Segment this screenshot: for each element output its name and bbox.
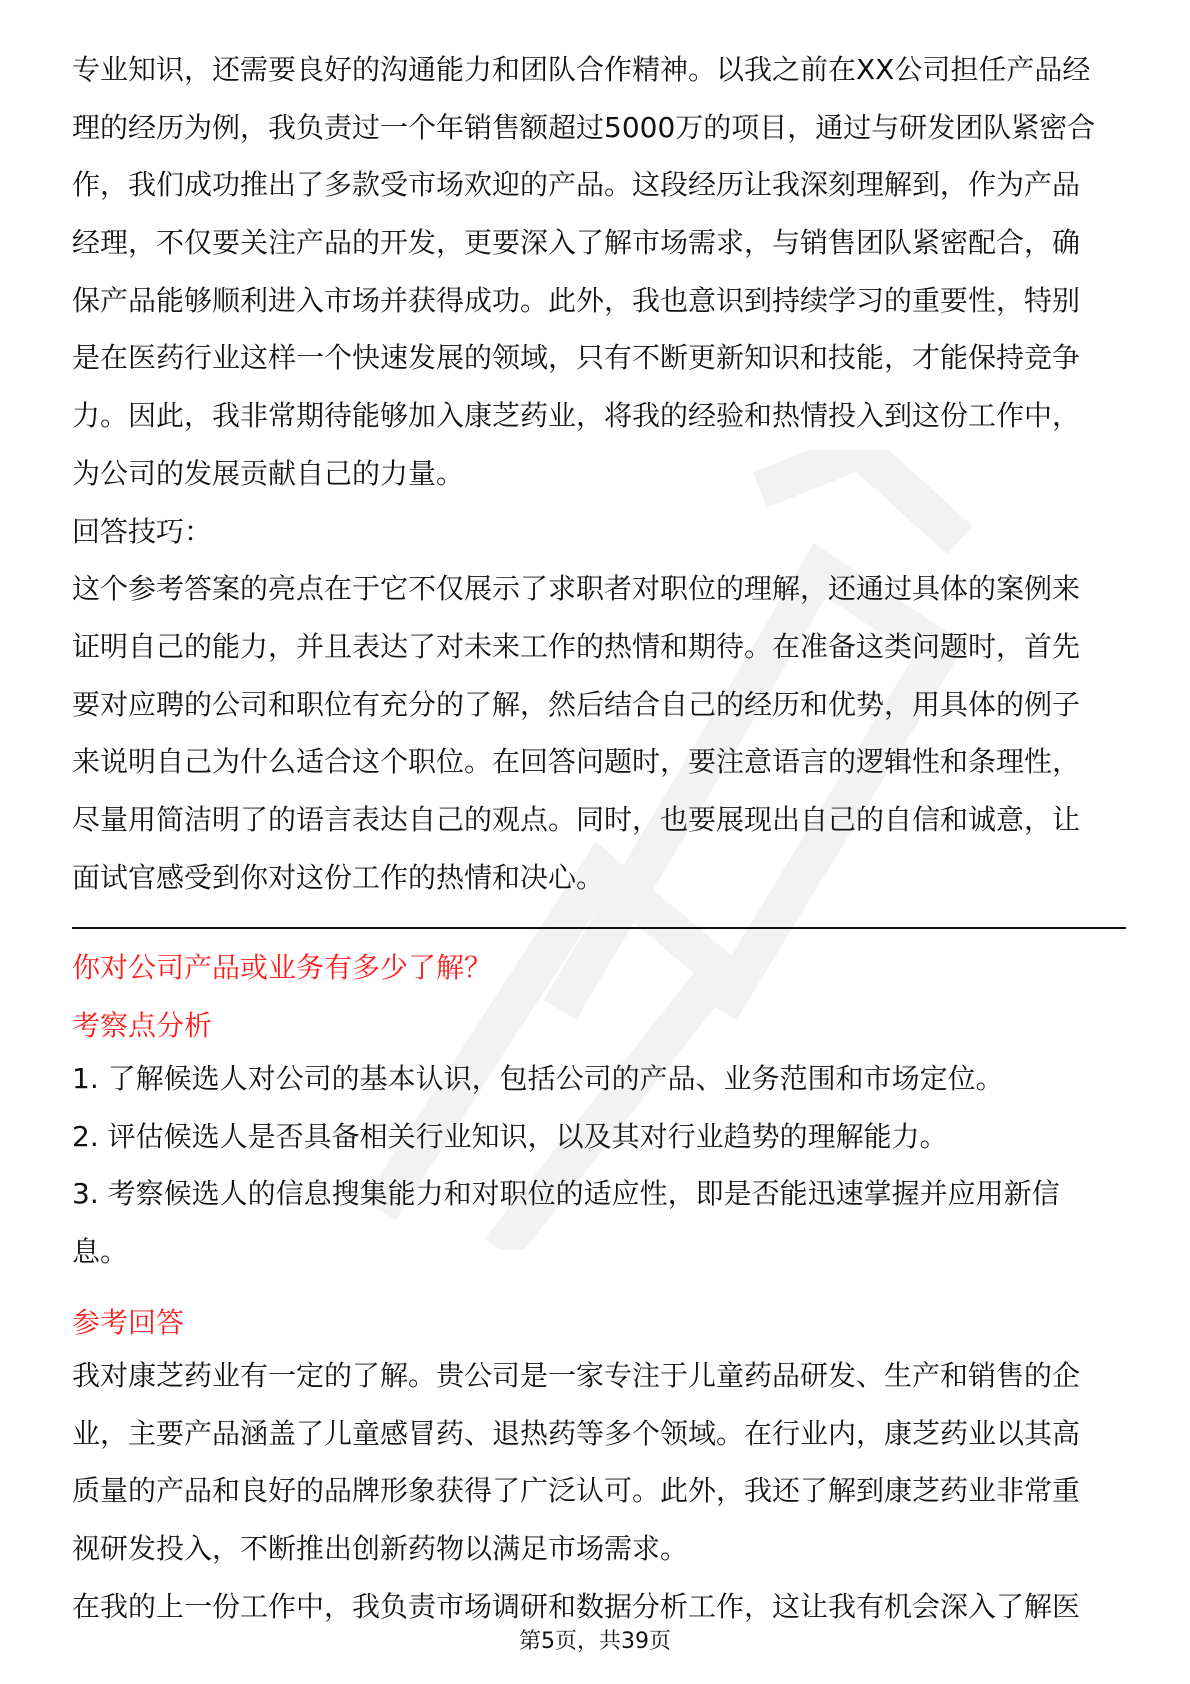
list-item: 3. 考察候选人的信息搜集能力和对职位的适应性，即是否能迅速掌握并应用新信 — [72, 1177, 1060, 1211]
text-line: 视研发投入，不断推出创新药物以满足市场需求。 — [72, 1532, 689, 1566]
text-line: 要对应聘的公司和职位有充分的了解，然后结合自己的经历和优势，用具体的例子 — [72, 687, 1081, 721]
text-line: 我对康芝药业有一定的了解。贵公司是一家专注于儿童药品研发、生产和销售的企 — [72, 1359, 1081, 1392]
text-line: 是在医药行业这样一个快速发展的领域，只有不断更新知识和技能，才能保持竞争 — [72, 341, 1081, 375]
text-line: 质量的产品和良好的品牌形象获得了广泛认可。此外，我还了解到康芝药业非常重 — [72, 1474, 1081, 1508]
analysis-heading: 考察点分析 — [72, 1008, 213, 1042]
text-line: 来说明自己为什么适合这个职位。在回答问题时，要注意语言的逻辑性和条理性， — [72, 745, 1081, 779]
text-line: 尽量用简洁明了的语言表达自己的观点。同时，也要展现出自己的自信和诚意，让 — [72, 802, 1081, 836]
text-line: 这个参考答案的亮点在于它不仅展示了求职者对职位的理解，还通过具体的案例来 — [72, 572, 1081, 606]
text-line: 保产品能够顺利进入市场并获得成功。此外，我也意识到持续学习的重要性，特别 — [72, 283, 1081, 317]
text-line: 证明自己的能力，并且表达了对未来工作的热情和期待。在准备这类问题时，首先 — [72, 629, 1081, 663]
text-line: 作，我们成功推出了多款受市场欢迎的产品。这段经历让我深刻理解到，作为产品 — [72, 168, 1081, 202]
question-title: 你对公司产品或业务有多少了解？ — [72, 951, 493, 984]
text-line: 为公司的发展贡献自己的力量。 — [72, 456, 465, 490]
text-line: 业，主要产品涵盖了儿童感冒药、退热药等多个领域。在行业内，康芝药业以其高 — [72, 1416, 1081, 1450]
reference-answer — [72, 1347, 1132, 1635]
analysis-list — [72, 1050, 1132, 1281]
text-line: 理的经历为例，我负责过一个年销售额超过5000万的项目，通过与研发团队紧密合 — [72, 110, 1096, 144]
page-number: 第5页，共39页 — [519, 1629, 671, 1654]
list-item: 2. 评估候选人是否具备相关行业知识，以及其对行业趋势的理解能力。 — [72, 1119, 948, 1153]
previous-answer — [72, 41, 1132, 906]
question-heading — [72, 939, 1132, 1054]
reference-heading: 参考回答 — [72, 1306, 185, 1339]
reference-heading-block — [72, 1294, 1132, 1352]
list-item: 息。 — [72, 1235, 129, 1269]
text-line: 力。因此，我非常期待能够加入康芝药业，将我的经验和热情投入到这份工作中， — [72, 399, 1081, 433]
list-item: 1. 了解候选人对公司的基本认识，包括公司的产品、业务范围和市场定位。 — [72, 1062, 1004, 1095]
text-line: 经理，不仅要关注产品的开发，更要深入了解市场需求，与销售团队紧密配合，确 — [72, 226, 1081, 260]
text-line: 专业知识，还需要良好的沟通能力和团队合作精神。以我之前在XX公司担任产品经 — [72, 53, 1091, 86]
section-divider — [72, 927, 1126, 929]
tips-label: 回答技巧： — [72, 514, 213, 548]
text-line: 面试官感受到你对这份工作的热情和决心。 — [72, 860, 605, 894]
text-line: 在我的上一份工作中，我负责市场调研和数据分析工作，这让我有机会深入了解医 — [72, 1589, 1081, 1623]
